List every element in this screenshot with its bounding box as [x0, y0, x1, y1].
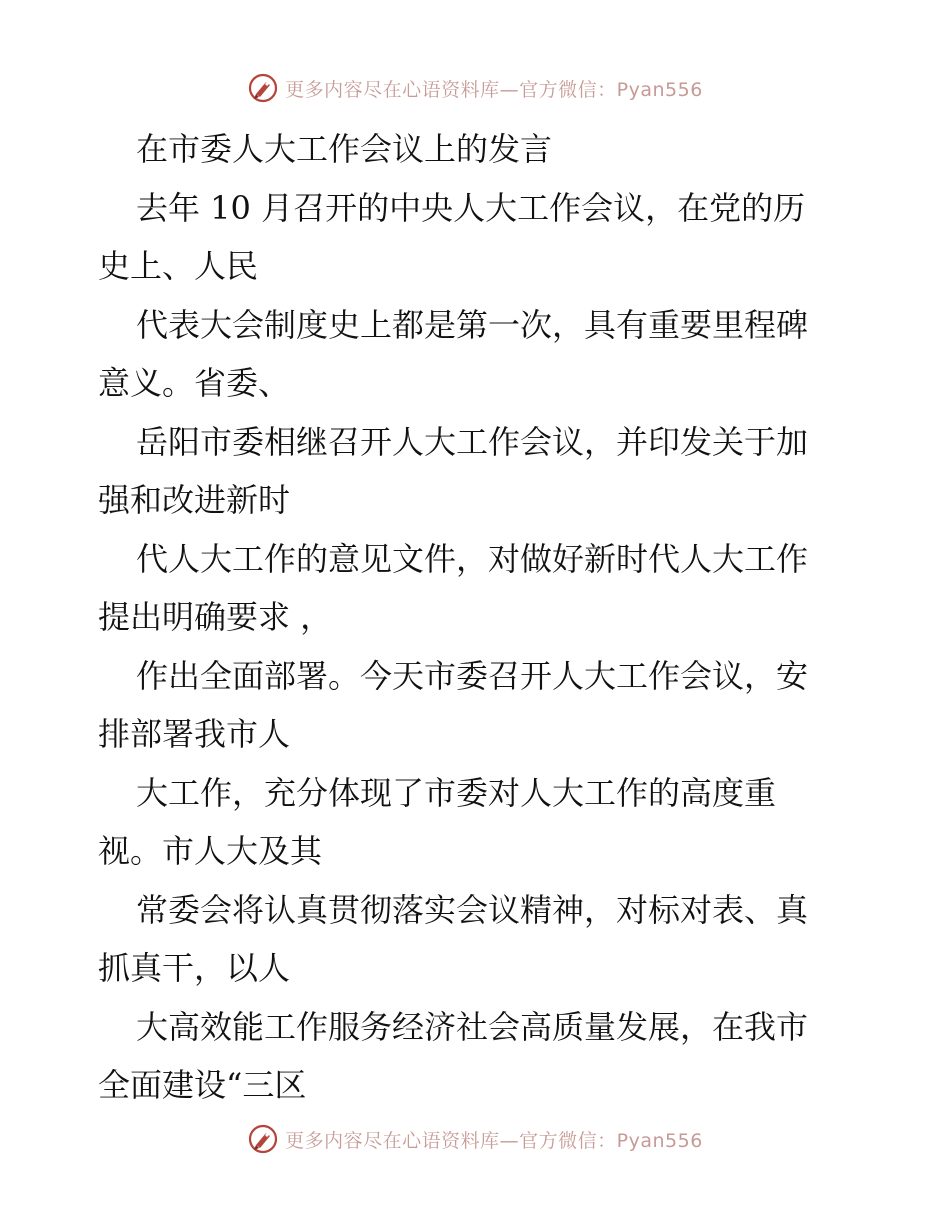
- watermark-text: 更多内容尽在心语资料库—官方微信：Pyan556: [285, 1129, 703, 1152]
- pen-nib-logo-icon: [247, 1123, 279, 1155]
- paragraph-line: 代人大工作的意见文件，对做好新时代人大工作: [136, 539, 809, 578]
- watermark-header: [0, 72, 950, 104]
- paragraph-line: 代表大会制度史上都是第一次，具有重要里程碑: [136, 305, 809, 344]
- document-title: 在市委人大工作会议上的发言: [136, 130, 553, 168]
- document-body: [98, 120, 858, 1115]
- pen-nib-logo-icon: [247, 72, 279, 104]
- paragraph-line: 视。市人大及其: [98, 832, 323, 870]
- paragraph-line: 排部署我市人: [98, 715, 291, 753]
- paragraph-line: 作出全面部署。今天市委召开人大工作会议，安: [136, 656, 809, 695]
- watermark-text: 更多内容尽在心语资料库—官方微信：Pyan556: [285, 78, 703, 101]
- paragraph-line: 大高效能工作服务经济社会高质量发展，在我市: [136, 1007, 809, 1046]
- paragraph-line: 岳阳市委相继召开人大工作会议，并印发关于加: [136, 422, 809, 461]
- paragraph-line: 强和改进新时: [98, 481, 291, 519]
- paragraph-line: 意义。省委、: [98, 364, 291, 402]
- paragraph-line: 抓真干，以人: [98, 949, 291, 987]
- paragraph-line: 提出明确要求 ，: [98, 598, 333, 636]
- watermark-footer: [0, 1123, 950, 1155]
- paragraph-line: 全面建设“三区: [98, 1066, 307, 1104]
- paragraph-line: 去年 10 月召开的中央人大工作会议，在党的历: [136, 188, 806, 227]
- paragraph-line: 大工作，充分体现了市委对人大工作的高度重: [136, 773, 777, 812]
- paragraph-line: 常委会将认真贯彻落实会议精神，对标对表、真: [136, 890, 809, 929]
- paragraph-line: 史上、人民: [98, 247, 259, 285]
